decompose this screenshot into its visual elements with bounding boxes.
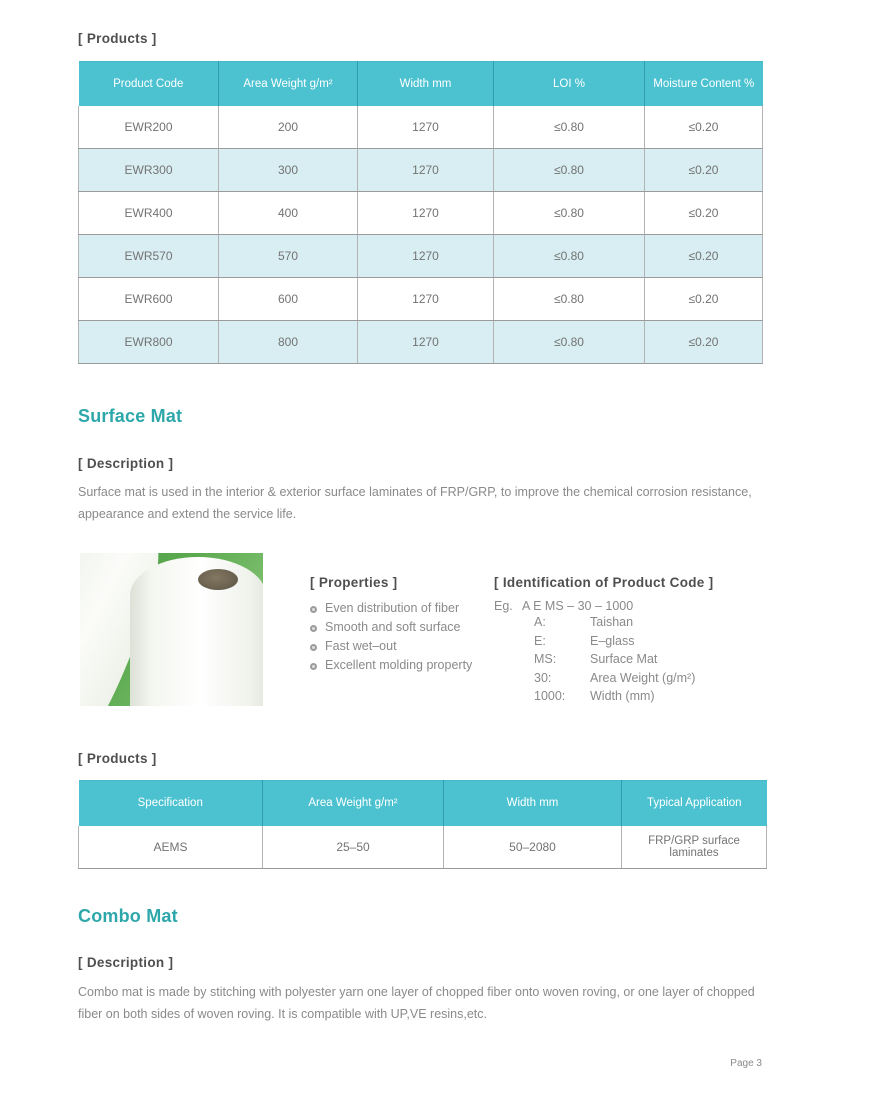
table-cell: EWR800: [79, 321, 219, 364]
code-value: Width (mm): [590, 689, 655, 703]
table-row: [79, 278, 763, 321]
table-cell: ≤0.80: [494, 321, 645, 364]
code-mapping-row: [494, 687, 713, 706]
table-cell: ≤0.80: [494, 235, 645, 278]
code-mapping-row: [494, 669, 713, 688]
section-label-description-surface: [ Description ]: [78, 456, 174, 471]
table-cell: ≤0.20: [645, 106, 763, 149]
table-row: [79, 321, 763, 364]
photo-roll-core-shape: [198, 569, 238, 590]
table-cell: 400: [219, 192, 358, 235]
table-cell: 1270: [358, 321, 494, 364]
table-cell: EWR200: [79, 106, 219, 149]
code-mapping-row: [494, 632, 713, 651]
code-key: 30:: [534, 670, 552, 685]
section-label-products-roving: [ Products ]: [78, 31, 157, 46]
surface-products-table: [78, 780, 767, 869]
code-value: Taishan: [590, 615, 634, 629]
code-value: E–glass: [590, 633, 635, 648]
section-label-description-combo: [ Description ]: [78, 955, 174, 970]
surface-mat-description: Surface mat is used in the interior & exterior surface laminates of FRP/GRP, to improve the chemical corrosion resistance, appearance and extend the service life.: [78, 485, 752, 521]
combo-mat-title: Combo Mat: [78, 906, 178, 926]
table-cell: ≤0.20: [645, 321, 763, 364]
table-cell: 200: [219, 106, 358, 149]
list-item: [310, 637, 472, 656]
combo-mat-description: Combo mat is made by stitching with polyester yarn one layer of chopped fiber onto woven roving, or one layer of chopped fiber on both sides of woven roving. It is compatible with UP,VE resins,etc.: [78, 985, 755, 1021]
column-header: Product Code: [79, 62, 219, 106]
list-item: [310, 599, 472, 618]
table-cell: EWR400: [79, 192, 219, 235]
table-row: [79, 192, 763, 235]
code-value: Area Weight (g/m²): [590, 670, 696, 685]
table-row: [79, 826, 767, 869]
photo-roll-shape: [130, 557, 263, 706]
table-cell: ≤0.80: [494, 278, 645, 321]
table-cell: EWR300: [79, 149, 219, 192]
table-header-row: [79, 781, 767, 826]
column-header: Specification: [79, 781, 263, 826]
roving-products-table: [78, 61, 763, 364]
bullet-icon: [310, 625, 317, 632]
table-cell: EWR570: [79, 235, 219, 278]
table-cell: ≤0.80: [494, 106, 645, 149]
column-header: LOI %: [494, 62, 645, 106]
surface-mat-roll-photo: [80, 553, 263, 706]
code-key: MS:: [534, 652, 557, 666]
identification-block: [494, 575, 713, 706]
properties-block: [310, 575, 472, 675]
table-cell: 800: [219, 321, 358, 364]
table-cell: ≤0.20: [645, 192, 763, 235]
table-cell: 1270: [358, 235, 494, 278]
example-code: A E MS – 30 – 1000: [522, 599, 634, 613]
table-cell: 1270: [358, 106, 494, 149]
property-text: Fast wet–out: [325, 639, 397, 653]
code-mapping-row: [494, 650, 713, 669]
table-cell: 1270: [358, 278, 494, 321]
property-text: Smooth and soft surface: [325, 620, 461, 634]
code-mapping-row: [494, 613, 713, 632]
property-text: Excellent molding property: [325, 658, 473, 672]
table-cell: ≤0.80: [494, 149, 645, 192]
page-number: Page 3: [730, 1058, 762, 1069]
column-header: Moisture Content %: [645, 62, 763, 106]
table-cell: EWR600: [79, 278, 219, 321]
bullet-icon: [310, 663, 317, 670]
column-header: Area Weight g/m²: [219, 62, 358, 106]
code-key: E:: [534, 633, 546, 648]
table-header-row: [79, 62, 763, 106]
table-cell: 1270: [358, 149, 494, 192]
column-header: Area Weight g/m²: [263, 781, 444, 826]
list-item: [310, 618, 472, 637]
column-header: Typical Application: [622, 781, 767, 826]
table-cell: ≤0.20: [645, 149, 763, 192]
example-prefix: Eg.: [494, 599, 513, 613]
table-cell: FRP/GRP surface laminates: [622, 826, 767, 869]
bullet-icon: [310, 644, 317, 651]
table-cell: 600: [219, 278, 358, 321]
table-cell: 300: [219, 149, 358, 192]
surface-mat-title: Surface Mat: [78, 406, 183, 426]
column-header: Width mm: [444, 781, 622, 826]
column-header: Width mm: [358, 62, 494, 106]
table-cell: 570: [219, 235, 358, 278]
section-label-products-surface: [ Products ]: [78, 751, 157, 766]
properties-list: [310, 599, 472, 675]
list-item: [310, 656, 472, 675]
code-key: A:: [534, 615, 546, 629]
table-row: [79, 106, 763, 149]
table-cell: ≤0.80: [494, 192, 645, 235]
example-code-line: [494, 599, 713, 613]
table-cell: ≤0.20: [645, 235, 763, 278]
table-row: [79, 235, 763, 278]
property-text: Even distribution of fiber: [325, 601, 460, 615]
code-key: 1000:: [534, 689, 566, 703]
table-cell: ≤0.20: [645, 278, 763, 321]
table-row: [79, 149, 763, 192]
table-cell: 50–2080: [444, 826, 622, 869]
section-label-identification: [ Identification of Product Code ]: [494, 575, 714, 590]
code-value: Surface Mat: [590, 652, 658, 666]
table-cell: 1270: [358, 192, 494, 235]
table-cell: AEMS: [79, 826, 263, 869]
table-cell: 25–50: [263, 826, 444, 869]
bullet-icon: [310, 606, 317, 613]
section-label-properties: [ Properties ]: [310, 575, 398, 590]
